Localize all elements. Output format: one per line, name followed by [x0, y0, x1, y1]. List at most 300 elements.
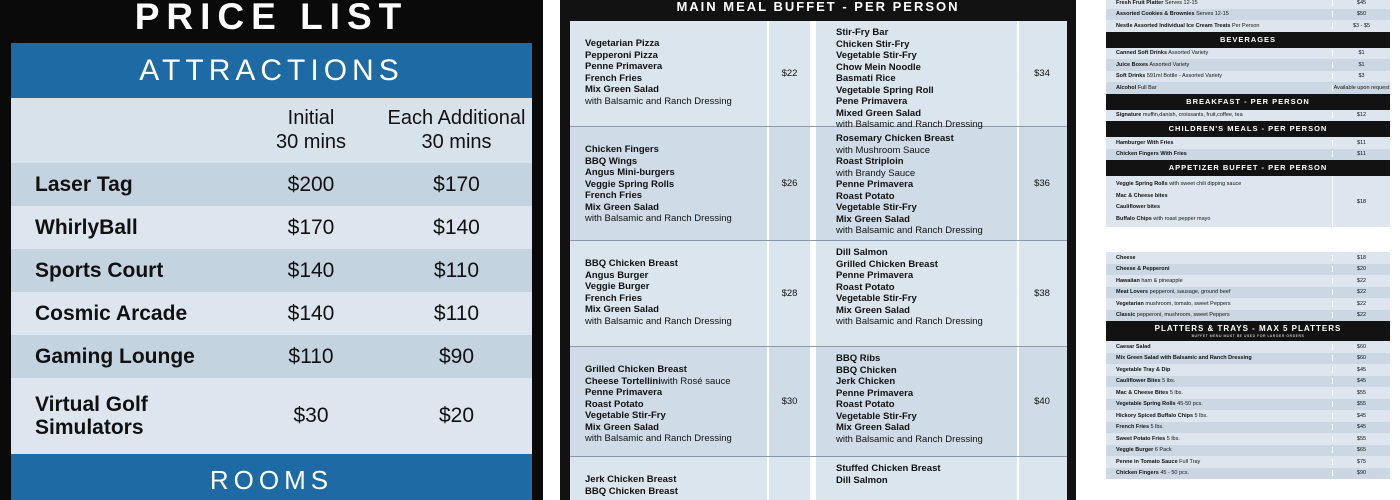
menu-item-name: Alcohol [1116, 84, 1137, 91]
menu-line-name [1106, 140, 1332, 146]
menu-line-name [1106, 401, 1332, 407]
buffet-dressing-note: with Balsamic and Ranch Dressing [585, 433, 732, 444]
buffet-price: $40 [1034, 395, 1050, 407]
buffet-item-text: Mix Green Salad [585, 84, 659, 95]
beverages-list [1106, 48, 1390, 94]
menu-item-name: Signature [1116, 112, 1142, 119]
menu-line [1106, 82, 1390, 94]
appetizer-item-name: Veggie Spring Rolls [1116, 181, 1168, 187]
buffet-item [585, 61, 767, 73]
buffet-title: MAIN MEAL BUFFET - PER PERSON [676, 0, 960, 14]
attraction-row [11, 249, 532, 292]
menu-item-name: Mac & Cheese Bites [1116, 389, 1169, 396]
menu-item-price: $11 [1332, 140, 1390, 146]
rooms-heading: ROOMS [11, 454, 532, 500]
menu-item-price: $45 [1332, 0, 1390, 6]
buffet-item [585, 387, 767, 399]
buffet-dressing-note: with Balsamic and Ranch Dressing [836, 433, 983, 445]
menu-item-price: $60 [1332, 344, 1390, 350]
menu-item-detail: 45 - 50 pcs. [1160, 470, 1190, 477]
buffet-menu-items [570, 241, 769, 346]
menu-line [1106, 341, 1390, 353]
buffet-item [585, 281, 767, 293]
menu-item-detail: 5 lbs. [1162, 378, 1176, 385]
buffet-item-text: French Fries [585, 292, 643, 304]
appetizer-item [1116, 191, 1332, 203]
menu-item-price: $22 [1332, 278, 1390, 284]
attraction-additional-price: $140 [433, 215, 480, 239]
menu-line-name [1106, 266, 1332, 272]
buffet-item [836, 96, 1017, 108]
buffet-item-text: Cheese Tortellini [585, 375, 661, 387]
menu-item-detail: ham & pineapple [1141, 277, 1183, 284]
buffet-item-text: BBQ Chicken Breast [585, 485, 678, 497]
menu-item-name: Meat Lovers [1116, 289, 1149, 296]
menu-line [1106, 149, 1390, 161]
buffet-item [836, 411, 1017, 423]
menu-item-detail: Assorted Variety [1149, 61, 1190, 68]
buffet-item [836, 50, 1017, 62]
menu-item-price: $11 [1332, 151, 1390, 157]
buffet-item [836, 191, 1017, 203]
buffet-item [585, 258, 767, 270]
appetizer-block [1106, 176, 1390, 227]
buffet-item [585, 293, 767, 305]
menu-line [1106, 456, 1390, 468]
attraction-name: WhirlyBall [35, 216, 138, 239]
buffet-item-text: Jerk Chicken [836, 376, 896, 387]
buffet-item-text: Penne Primavera [836, 179, 914, 190]
menu-item-detail: muffin,danish, croissants, fruit,coffee, tea [1142, 112, 1243, 119]
buffet-row [570, 457, 1067, 500]
attractions-price-panel [0, 0, 543, 500]
price-list-title: PRICE LIST [134, 0, 409, 37]
menu-item-name: Hawaiian [1116, 277, 1140, 284]
attraction-additional-price: $110 [433, 301, 480, 325]
menu-item-price: $75 [1332, 459, 1390, 465]
buffet-item-text: Veggie Spring Rolls [585, 178, 675, 190]
appetizer-item-detail: with sweet chili dipping sauce [1169, 181, 1242, 187]
menu-line [1106, 364, 1390, 376]
buffet-item [836, 27, 1017, 39]
buffet-price: $34 [1034, 67, 1050, 79]
menu-item-price: $1 [1332, 50, 1390, 56]
buffet-row [570, 241, 1067, 347]
menu-item-detail: Per Person [1231, 22, 1260, 29]
buffet-item-text: Vegetable Stir-Fry [585, 410, 666, 421]
buffet-item [836, 73, 1017, 85]
buffet-item-text: Mix Green Salad [836, 422, 910, 433]
buffet-row [570, 127, 1067, 241]
buffet-item [585, 202, 767, 214]
menu-item-price: $90 [1332, 470, 1390, 476]
attraction-initial-price: $170 [287, 215, 335, 239]
attraction-name-line1: Virtual Golf [35, 393, 148, 416]
menu-line [1106, 298, 1390, 310]
buffet-item [836, 62, 1017, 74]
buffet-item [836, 259, 1017, 271]
menu-top-section [1106, 0, 1390, 227]
menu-item-price: $20 [1332, 266, 1390, 272]
buffet-item [585, 190, 767, 202]
menu-line [1106, 264, 1390, 276]
blank-header-cell [11, 98, 241, 163]
buffet-item [585, 422, 767, 434]
buffet-item [585, 179, 767, 191]
attraction-row [11, 206, 532, 249]
appetizer-item [1116, 202, 1332, 214]
menu-line-name [1106, 0, 1332, 6]
platters-note: BUFFET MENU MUST BE USED FOR LARGER ORDERS [1191, 334, 1305, 338]
childrens-meals-heading: CHILDREN'S MEALS - PER PERSON [1168, 124, 1328, 133]
menu-line-name [1106, 312, 1332, 318]
buffet-item-text: Vegetable Stir-Fry [836, 202, 917, 213]
buffet-menu-items [570, 127, 769, 240]
menu-item-name: Veggie Burger [1116, 447, 1154, 454]
menu-item-name: Sweet Potato Fries [1116, 435, 1166, 442]
menu-line-name [1106, 112, 1332, 118]
menu-item-price: $45 [1332, 367, 1390, 373]
buffet-dressing-note: with Balsamic and Ranch Dressing [585, 95, 732, 107]
appetizer-item-name: Mac & Cheese bites [1116, 192, 1168, 199]
attraction-name: Gaming Lounge [35, 345, 195, 368]
buffet-item [836, 179, 1017, 191]
menu-item-name: Chicken Fingers With Fries [1116, 151, 1187, 158]
attraction-name: Sports Court [35, 259, 164, 282]
buffet-item-text: Roast Potato [836, 399, 895, 410]
buffet-item [585, 73, 767, 85]
buffet-item-text: Vegetable Stir-Fry [836, 50, 917, 61]
menu-item-detail: Full Bar [1137, 84, 1157, 91]
appetizer-items [1106, 176, 1332, 227]
buffet-item-text: with Mushroom Sauce [836, 144, 930, 156]
buffet-row [570, 347, 1067, 457]
buffet-item [836, 168, 1017, 180]
appetizer-heading: APPETIZER BUFFET - PER PERSON [1168, 163, 1328, 172]
attraction-row [11, 292, 532, 335]
buffet-price: $28 [769, 241, 816, 346]
buffet-item-text: Mix Green Salad [585, 421, 659, 433]
buffet-item-text: Mix Green Salad [836, 213, 910, 225]
buffet-item-text: BBQ Chicken [836, 364, 897, 376]
buffet-item-text: Pene Primavera [836, 96, 908, 107]
buffet-dressing-note: with Balsamic and Ranch Dressing [585, 315, 732, 327]
attraction-additional-price: $110 [433, 258, 480, 282]
menu-line [1106, 399, 1390, 411]
menu-line [1106, 376, 1390, 388]
menu-item-name: Caesar Salad [1116, 343, 1151, 350]
menu-item-detail: 5 lbs. [1194, 412, 1208, 419]
buffet-dressing-note: with Balsamic and Ranch Dressing [836, 225, 983, 236]
buffet-item-text: Chicken Fingers [585, 144, 659, 155]
menu-line-name [1106, 11, 1332, 17]
menu-line [1106, 310, 1390, 322]
menu-item-price: $55 [1332, 390, 1390, 396]
buffet-item-text: with Brandy Sauce [836, 167, 916, 179]
buffet-item [585, 167, 767, 179]
menu-item-price: $45 [1332, 413, 1390, 419]
buffet-item-text: Pepperoni Pizza [585, 49, 658, 61]
buffet-menu-items [816, 21, 1019, 130]
buffet-item-text: French Fries [585, 190, 643, 201]
buffet-item [836, 282, 1017, 294]
buffet-item-text: Veggie Burger [585, 281, 650, 292]
appetizer-item-name: Cauliflower bites [1116, 204, 1161, 210]
buffet-item [836, 376, 1017, 388]
buffet-item-text: Stir-Fry Bar [836, 27, 889, 38]
buffet-item-text: Penne Primavera [585, 61, 663, 72]
buffet-item-text: Basmati Rice [836, 73, 896, 84]
attraction-additional-price: $20 [438, 404, 475, 427]
platters-list [1106, 341, 1390, 479]
buffet-item [836, 214, 1017, 226]
menu-item-detail: pepperoni, sausage, ground beef [1149, 289, 1231, 296]
buffet-item [836, 247, 1017, 259]
menu-item-name: Cheese & Pepperoni [1116, 266, 1170, 273]
buffet-item-text: Roast Potato [585, 398, 644, 410]
buffet-item [836, 293, 1017, 305]
additional-header-line2: 30 mins [421, 131, 492, 153]
buffet-item-text: Mix Green Salad [836, 304, 910, 316]
menu-line [1106, 387, 1390, 399]
buffet-item-text: Vegetable Stir-Fry [836, 410, 917, 422]
attraction-initial-price: $140 [287, 258, 335, 282]
menu-line-name [1106, 255, 1332, 261]
buffet-item-text: Grilled Chicken Breast [585, 364, 687, 375]
menu-line [1106, 275, 1390, 287]
appetizer-price: $18 [1332, 176, 1390, 227]
menu-line [1106, 9, 1390, 21]
menu-line [1106, 71, 1390, 83]
menu-item-price: $18 [1332, 255, 1390, 261]
buffet-item-text: Penne Primavera [585, 387, 663, 398]
menu-item-name: Cauliflower Bites [1116, 378, 1161, 385]
menu-line-name [1106, 367, 1332, 373]
menu-item-detail: 45-50 pcs. [1177, 401, 1203, 408]
buffet-item-text: Jerk Chicken Breast [585, 474, 677, 485]
initial-header-line2: 30 mins [275, 131, 347, 153]
menu-item-price: $1 [1332, 62, 1390, 68]
buffet-table [570, 21, 1067, 500]
buffet-price [769, 457, 816, 500]
buffet-dressing-note: with Balsamic and Ranch Dressing [836, 119, 983, 130]
menu-line-name [1106, 436, 1332, 442]
menu-item-name: Chicken Fingers [1116, 470, 1159, 477]
buffet-item-text: Rosemary Chicken Breast [836, 133, 954, 144]
buffet-item [836, 365, 1017, 377]
menu-line [1106, 445, 1390, 457]
additional-header-line1: Each Additional [387, 107, 526, 129]
childrens-meals-list [1106, 137, 1390, 160]
menu-line-name [1106, 278, 1332, 284]
additional-column-header [381, 98, 532, 163]
buffet-item [585, 156, 767, 168]
menu-item-name: Juice Boxes [1116, 61, 1149, 68]
menu-item-price: $22 [1332, 312, 1390, 318]
menu-item-price: $60 [1332, 355, 1390, 361]
buffet-price [1019, 457, 1065, 500]
menu-item-name: Vegetarian [1116, 300, 1144, 307]
buffet-item-text: Stuffed Chicken Breast [836, 463, 941, 474]
menu-item-price: $3 - $5 [1332, 23, 1390, 29]
buffet-item [585, 270, 767, 282]
buffet-item [836, 399, 1017, 411]
menu-line [1106, 410, 1390, 422]
attraction-initial-price: $140 [287, 301, 335, 325]
appetizer-item [1116, 214, 1332, 226]
beverages-heading: BEVERAGES [1219, 34, 1277, 44]
menu-item-name: Cheese [1116, 254, 1136, 261]
menu-line-name [1106, 151, 1332, 157]
attraction-additional-price: $170 [433, 172, 480, 196]
buffet-item-text: Chow Mein Noodle [836, 61, 921, 73]
buffet-item-text: Dill Salmon [836, 474, 888, 486]
menu-item-price: $55 [1332, 436, 1390, 442]
buffet-item [836, 305, 1017, 317]
menu-item-detail: Serves 12-15 [1196, 11, 1229, 18]
menu-bottom-section [1106, 252, 1390, 479]
buffet-item [585, 399, 767, 411]
menu-item-detail: Full Tray [1179, 458, 1201, 465]
menu-item-price: $3 [1332, 73, 1390, 79]
menu-item-detail: 5 lbs. [1150, 424, 1164, 431]
buffet-item [836, 85, 1017, 97]
attraction-row [11, 335, 532, 378]
menu-item-name: Vegetable Spring Rolls [1116, 401, 1176, 408]
menu-line-name [1106, 355, 1332, 361]
menu-line [1106, 20, 1390, 32]
menu-item-price: $22 [1332, 301, 1390, 307]
attractions-card [11, 43, 532, 500]
buffet-price: $30 [769, 347, 816, 456]
menu-line [1106, 353, 1390, 365]
buffet-item-text: Roast Potato [836, 190, 895, 202]
buffet-price: $26 [769, 127, 816, 240]
menu-line-name [1106, 289, 1332, 295]
menu-item-price: $12 [1332, 112, 1390, 118]
buffet-item-text: Vegetarian Pizza [585, 38, 660, 49]
menu-line [1106, 287, 1390, 299]
attraction-row [11, 378, 532, 454]
buffet-price: $36 [1034, 177, 1050, 189]
dessert-list [1106, 0, 1390, 32]
buffet-item [836, 475, 1017, 487]
menu-line-name [1106, 459, 1332, 465]
buffet-item-text: Penne Primavera [836, 270, 914, 281]
buffet-menu-items [570, 21, 769, 126]
buffet-item [585, 486, 767, 498]
menu-item-price: $45 [1332, 424, 1390, 430]
buffet-item-text: Mix Green Salad [585, 201, 659, 213]
menu-item-detail: Assorted Variety [1168, 50, 1209, 57]
menu-line-name [1106, 447, 1332, 453]
menu-line-name [1106, 23, 1332, 29]
buffet-item [836, 353, 1017, 365]
buffet-row [570, 21, 1067, 130]
menu-item-price: $22 [1332, 289, 1390, 295]
buffet-item [836, 422, 1017, 434]
buffet-item [585, 144, 767, 156]
menu-line-name [1106, 378, 1332, 384]
menu-line [1106, 59, 1390, 71]
buffet-item-text: Chicken Stir-Fry [836, 38, 910, 50]
menu-item-name: Hamburger With Fries [1116, 139, 1174, 146]
appetizer-item [1116, 179, 1332, 191]
menu-item-price: Available upon request [1333, 84, 1390, 91]
buffet-item-text: BBQ Chicken Breast [585, 258, 678, 269]
buffet-item-text: French Fries [585, 72, 643, 84]
menu-item-price: $50 [1332, 11, 1390, 17]
buffet-dressing-note: with Balsamic and Ranch Dressing [836, 316, 983, 327]
menu-item-name: Nestle Assorted Individual Ice Cream Treats [1116, 22, 1231, 29]
menu-item-name: Fresh Fruit Platter [1116, 0, 1164, 6]
menu-item-name: Mix Green Salad with Balsamic and Ranch Dressing [1116, 355, 1252, 362]
buffet-item [585, 364, 767, 376]
menu-line-name [1106, 62, 1332, 68]
buffet-item-text: Vegetable Spring Roll [836, 84, 934, 96]
menu-line-name [1106, 424, 1332, 430]
buffet-item-text: Penne Primavera [836, 387, 914, 399]
buffet-menu-items [570, 457, 769, 500]
buffet-price: $38 [1034, 287, 1050, 299]
attraction-row [11, 163, 532, 206]
buffet-item [836, 39, 1017, 51]
main-meal-buffet-panel [560, 0, 1076, 500]
buffet-item [585, 84, 767, 96]
appetizer-item-detail: with roast pepper mayo [1153, 215, 1211, 222]
buffet-price: $22 [769, 21, 816, 126]
buffet-item [585, 474, 767, 486]
buffet-item-text: BBQ Ribs [836, 353, 881, 364]
menu-line [1106, 433, 1390, 445]
buffet-item-sauce: with Rosé sauce [660, 375, 731, 387]
snacks-and-platters-panel [1100, 0, 1400, 500]
attraction-name [11, 393, 241, 439]
appetizer-item-name: Buffalo Chips [1116, 215, 1152, 222]
attractions-heading: ATTRACTIONS [11, 43, 532, 98]
attraction-initial-price: $200 [287, 172, 335, 196]
buffet-item [836, 133, 1017, 145]
attractions-column-headers [11, 98, 532, 163]
breakfast-list [1106, 110, 1390, 122]
buffet-item [836, 270, 1017, 282]
buffet-menu-items [816, 127, 1019, 240]
buffet-menu-items [816, 241, 1019, 346]
buffet-item [836, 145, 1017, 157]
buffet-item-text: BBQ Wings [585, 155, 638, 167]
menu-item-name: French Fries [1116, 424, 1150, 431]
menu-line [1106, 137, 1390, 149]
menu-line-name [1106, 390, 1332, 396]
buffet-item [585, 410, 767, 422]
menu-line-name [1106, 50, 1332, 56]
menu-item-detail: pepperoni, mushroom, sweet Peppers [1136, 312, 1230, 319]
platters-heading: PLATTERS & TRAYS - MAX 5 PLATTERS [1154, 324, 1342, 333]
buffet-item-text: Dill Salmon [836, 247, 888, 258]
menu-line-name [1106, 413, 1332, 419]
buffet-item-text: Mixed Green Salad [836, 107, 922, 119]
attraction-initial-price: $110 [288, 344, 334, 368]
menu-line [1106, 0, 1390, 9]
buffet-item [585, 38, 767, 50]
menu-item-detail: 6 Pack [1154, 447, 1172, 454]
menu-item-name: Penne in Tomato Sauce [1116, 458, 1178, 465]
menu-item-name: Hickory Spiced Buffalo Chips [1116, 412, 1194, 419]
menu-line [1106, 422, 1390, 434]
buffet-item-text: Mix Green Salad [585, 304, 659, 315]
buffet-item-text: Angus Mini-burgers [585, 167, 675, 178]
menu-item-price: $65 [1332, 447, 1390, 453]
